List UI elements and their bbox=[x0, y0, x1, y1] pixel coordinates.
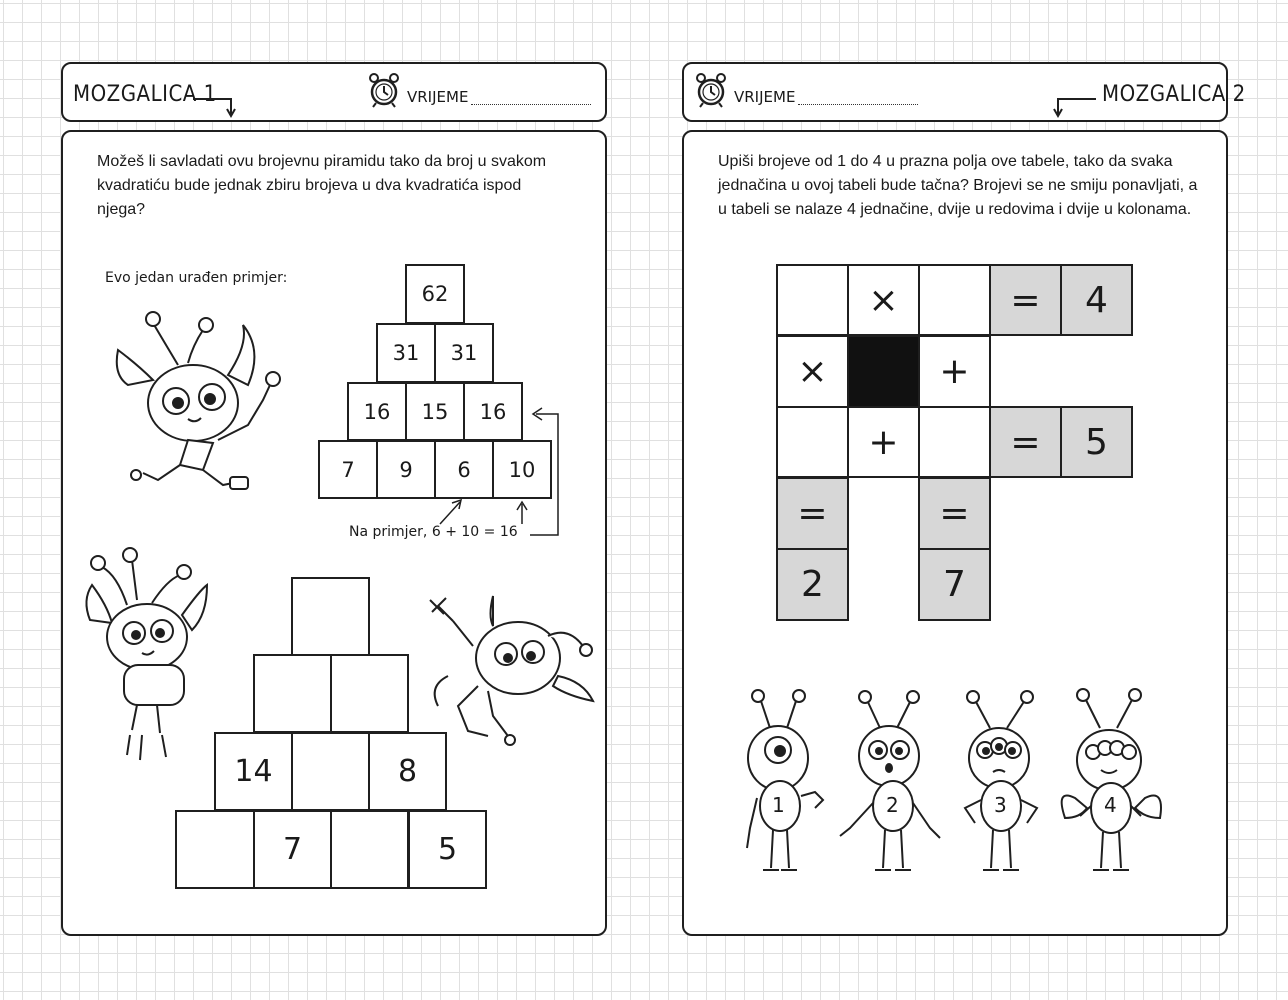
puzzle-box[interactable] bbox=[291, 732, 370, 811]
grid-cell: 7 bbox=[918, 548, 991, 621]
grid-cell: 2 bbox=[776, 548, 849, 621]
grid-cell: + bbox=[918, 335, 991, 408]
puzzle-box[interactable] bbox=[175, 810, 255, 889]
example-box: 6 bbox=[434, 440, 494, 499]
grid-cell[interactable] bbox=[776, 264, 849, 336]
bug-jetpack-illustration bbox=[82, 545, 232, 770]
grid-cell-blocked bbox=[847, 335, 920, 408]
puzzle-box[interactable] bbox=[330, 810, 409, 889]
alarm-clock-icon bbox=[694, 72, 728, 108]
puzzle-box[interactable]: 5 bbox=[408, 810, 487, 889]
grid-cell: = bbox=[776, 477, 849, 550]
puzzle-box[interactable] bbox=[330, 654, 409, 733]
grid-cell: = bbox=[989, 406, 1062, 478]
right-title: MOZGALICA 2 bbox=[1102, 82, 1246, 107]
left-instruction: Možeš li savladati ovu brojevnu piramidu tako da broj u svakom kvadratiću bude jednak zbiru brojeva u dva kvadratića ispod njega? bbox=[97, 153, 547, 218]
example-box: 9 bbox=[376, 440, 436, 499]
example-box: 31 bbox=[376, 323, 436, 383]
grid-cell[interactable] bbox=[918, 264, 991, 336]
right-header-panel bbox=[682, 62, 1246, 122]
example-box: 15 bbox=[405, 382, 465, 441]
left-title: MOZGALICA 1 bbox=[73, 82, 217, 107]
puzzle-box[interactable]: 8 bbox=[368, 732, 447, 811]
character-number: 1 bbox=[772, 793, 785, 817]
grid-cell: × bbox=[776, 335, 849, 408]
bug-character-illustration bbox=[108, 305, 298, 505]
right-instruction: Upiši brojeve od 1 do 4 u prazna polja ove tabele, tako da svaka jednačina u ovoj tabeli bude tačna? Brojevi se ne smiju ponavljati, a u tabeli se nalaze 4 jednačine, dvije u redovima i dvije u kolonama. bbox=[718, 153, 1198, 218]
grid-cell: × bbox=[847, 264, 920, 336]
grid-cell[interactable] bbox=[918, 406, 991, 478]
bug-upside-down-illustration bbox=[418, 586, 603, 751]
arrow-down-icon bbox=[1050, 94, 1098, 118]
grid-cell: + bbox=[847, 406, 920, 478]
right-time-label: VRIJEME bbox=[734, 88, 796, 106]
puzzle-box[interactable]: 14 bbox=[214, 732, 293, 811]
example-box: 7 bbox=[318, 440, 378, 499]
grid-cell: = bbox=[989, 264, 1062, 336]
example-box: 31 bbox=[434, 323, 494, 383]
character-number: 4 bbox=[1104, 793, 1117, 817]
grid-cell[interactable] bbox=[776, 406, 849, 478]
character-number: 2 bbox=[886, 793, 899, 817]
example-box: 62 bbox=[405, 264, 465, 324]
puzzle-box[interactable]: 7 bbox=[253, 810, 332, 889]
grid-cell: 5 bbox=[1060, 406, 1133, 478]
example-note: Na primjer, 6 + 10 = 16 bbox=[349, 524, 518, 540]
example-label: Evo jedan urađen primjer: bbox=[105, 270, 288, 286]
numbered-bug-characters-illustration bbox=[735, 688, 1175, 888]
grid-cell: = bbox=[918, 477, 991, 550]
example-box: 10 bbox=[492, 440, 552, 499]
example-box: 16 bbox=[347, 382, 407, 441]
character-number: 3 bbox=[994, 793, 1007, 817]
puzzle-box[interactable] bbox=[253, 654, 332, 733]
grid-cell: 4 bbox=[1060, 264, 1133, 336]
right-time-field[interactable] bbox=[798, 104, 918, 105]
left-time-label: VRIJEME bbox=[407, 88, 469, 106]
puzzle-box[interactable] bbox=[291, 577, 370, 656]
example-box: 16 bbox=[463, 382, 523, 441]
